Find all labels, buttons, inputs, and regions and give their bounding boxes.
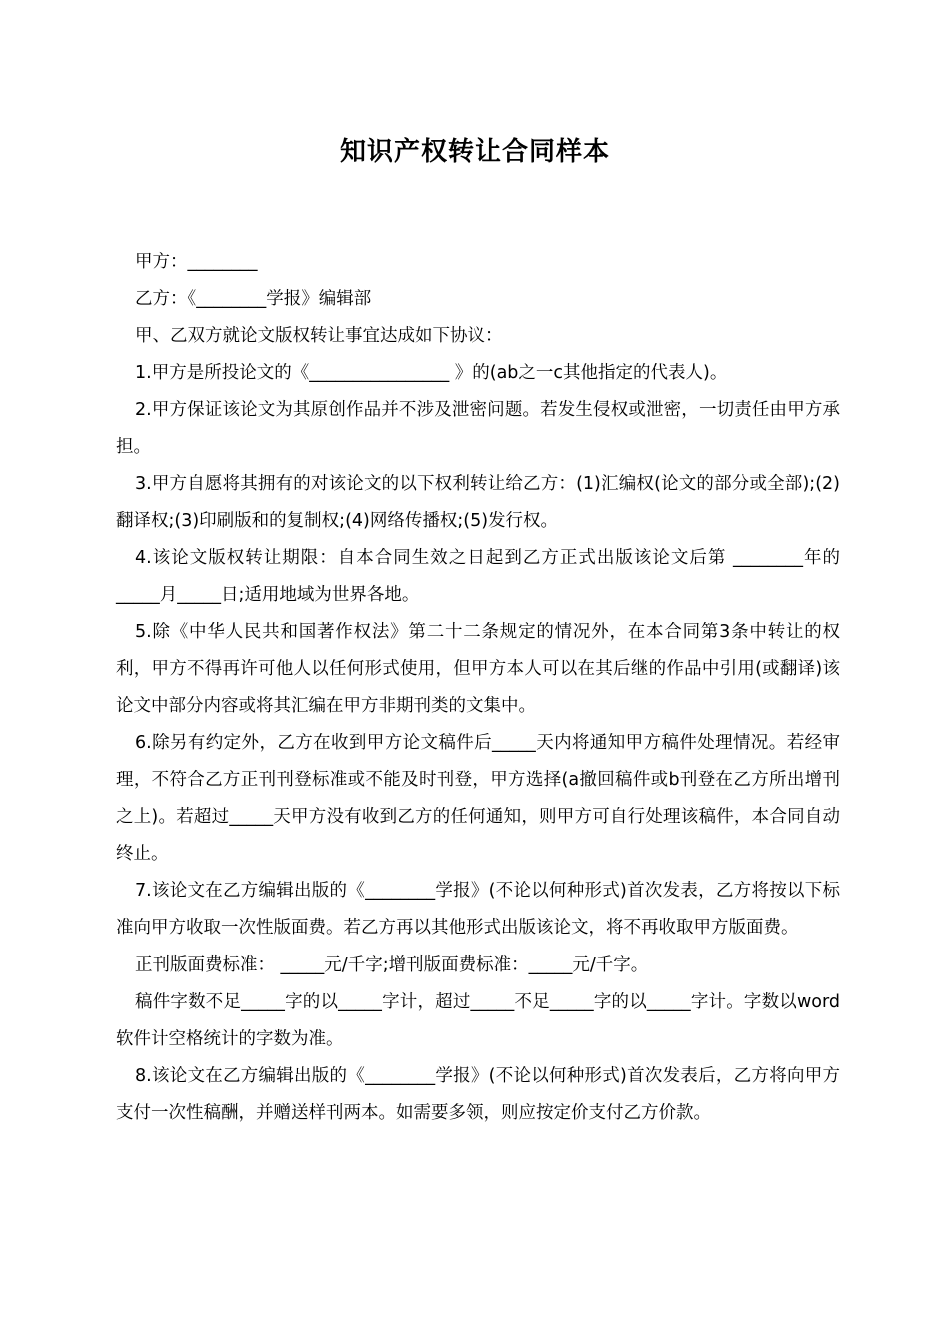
party-b-line: 乙方：《________学报》编辑部 [135,289,372,309]
clause-3: 3.甲方自愿将其拥有的对该论文的以下权利转让给乙方：(1)汇编权(论文的部分或全部);(2)翻译权;(3)印刷版和的复制权;(4)网络传播权;(5)发行权。 [116,474,840,531]
clause-7: 7.该论文在乙方编辑出版的《________学报》(不论以何种形式)首次发表，乙方将按以下标准向甲方收取一次性版面费。若乙方再以其他形式出版该论文，将不再收取甲方版面费。 [116,881,840,938]
agreement-intro: 甲、乙双方就论文版权转让事宜达成如下协议： [135,326,503,346]
clause-6: 6.除另有约定外，乙方在收到甲方论文稿件后_____天内将通知甲方稿件处理情况。若经审理，不符合乙方正刊刊登标准或不能及时刊登，甲方选择(a撤回稿件或b刊登在乙方所出增刊之上)。若超过_____天甲方没有收到乙方的任何通知，则甲方可自行处理该稿件，本合同自动终止。 [116,733,840,864]
fee-standard-line: 正刊版面费标准： _____元/千字;增刊版面费标准：_____元/千字。 [135,955,649,975]
clause-1: 1.甲方是所投论文的《________________ 》的(ab之一c其他指定的代表人)。 [135,363,728,383]
document-title: 知识产权转让合同样本 [339,137,610,167]
party-a-line: 甲方：________ [135,252,258,272]
clause-5: 5.除《中华人民共和国著作权法》第二十二条规定的情况外，在本合同第3条中转让的权利，甲方不得再许可他人以任何形式使用，但甲方本人可以在其后继的作品中引用(或翻译)该论文中部分内容或将其汇编在甲方非期刊类的文集中。 [116,622,840,716]
clause-2: 2.甲方保证该论文为其原创作品并不涉及泄密问题。若发生侵权或泄密，一切责任由甲方承担。 [116,400,840,457]
clause-4: 4.该论文版权转让期限：自本合同生效之日起到乙方正式出版该论文后第 ________年的_____月_____日;适用地域为世界各地。 [116,548,840,605]
document-body [116,244,840,1132]
word-count-line: 稿件字数不足_____字的以_____字计，超过_____不足_____字的以_____字计。字数以word软件计空格统计的字数为准。 [116,992,840,1049]
clause-8: 8.该论文在乙方编辑出版的《________学报》(不论以何种形式)首次发表后，乙方将向甲方支付一次性稿酬，并赠送样刊两本。如需要多领，则应按定价支付乙方价款。 [116,1066,840,1123]
